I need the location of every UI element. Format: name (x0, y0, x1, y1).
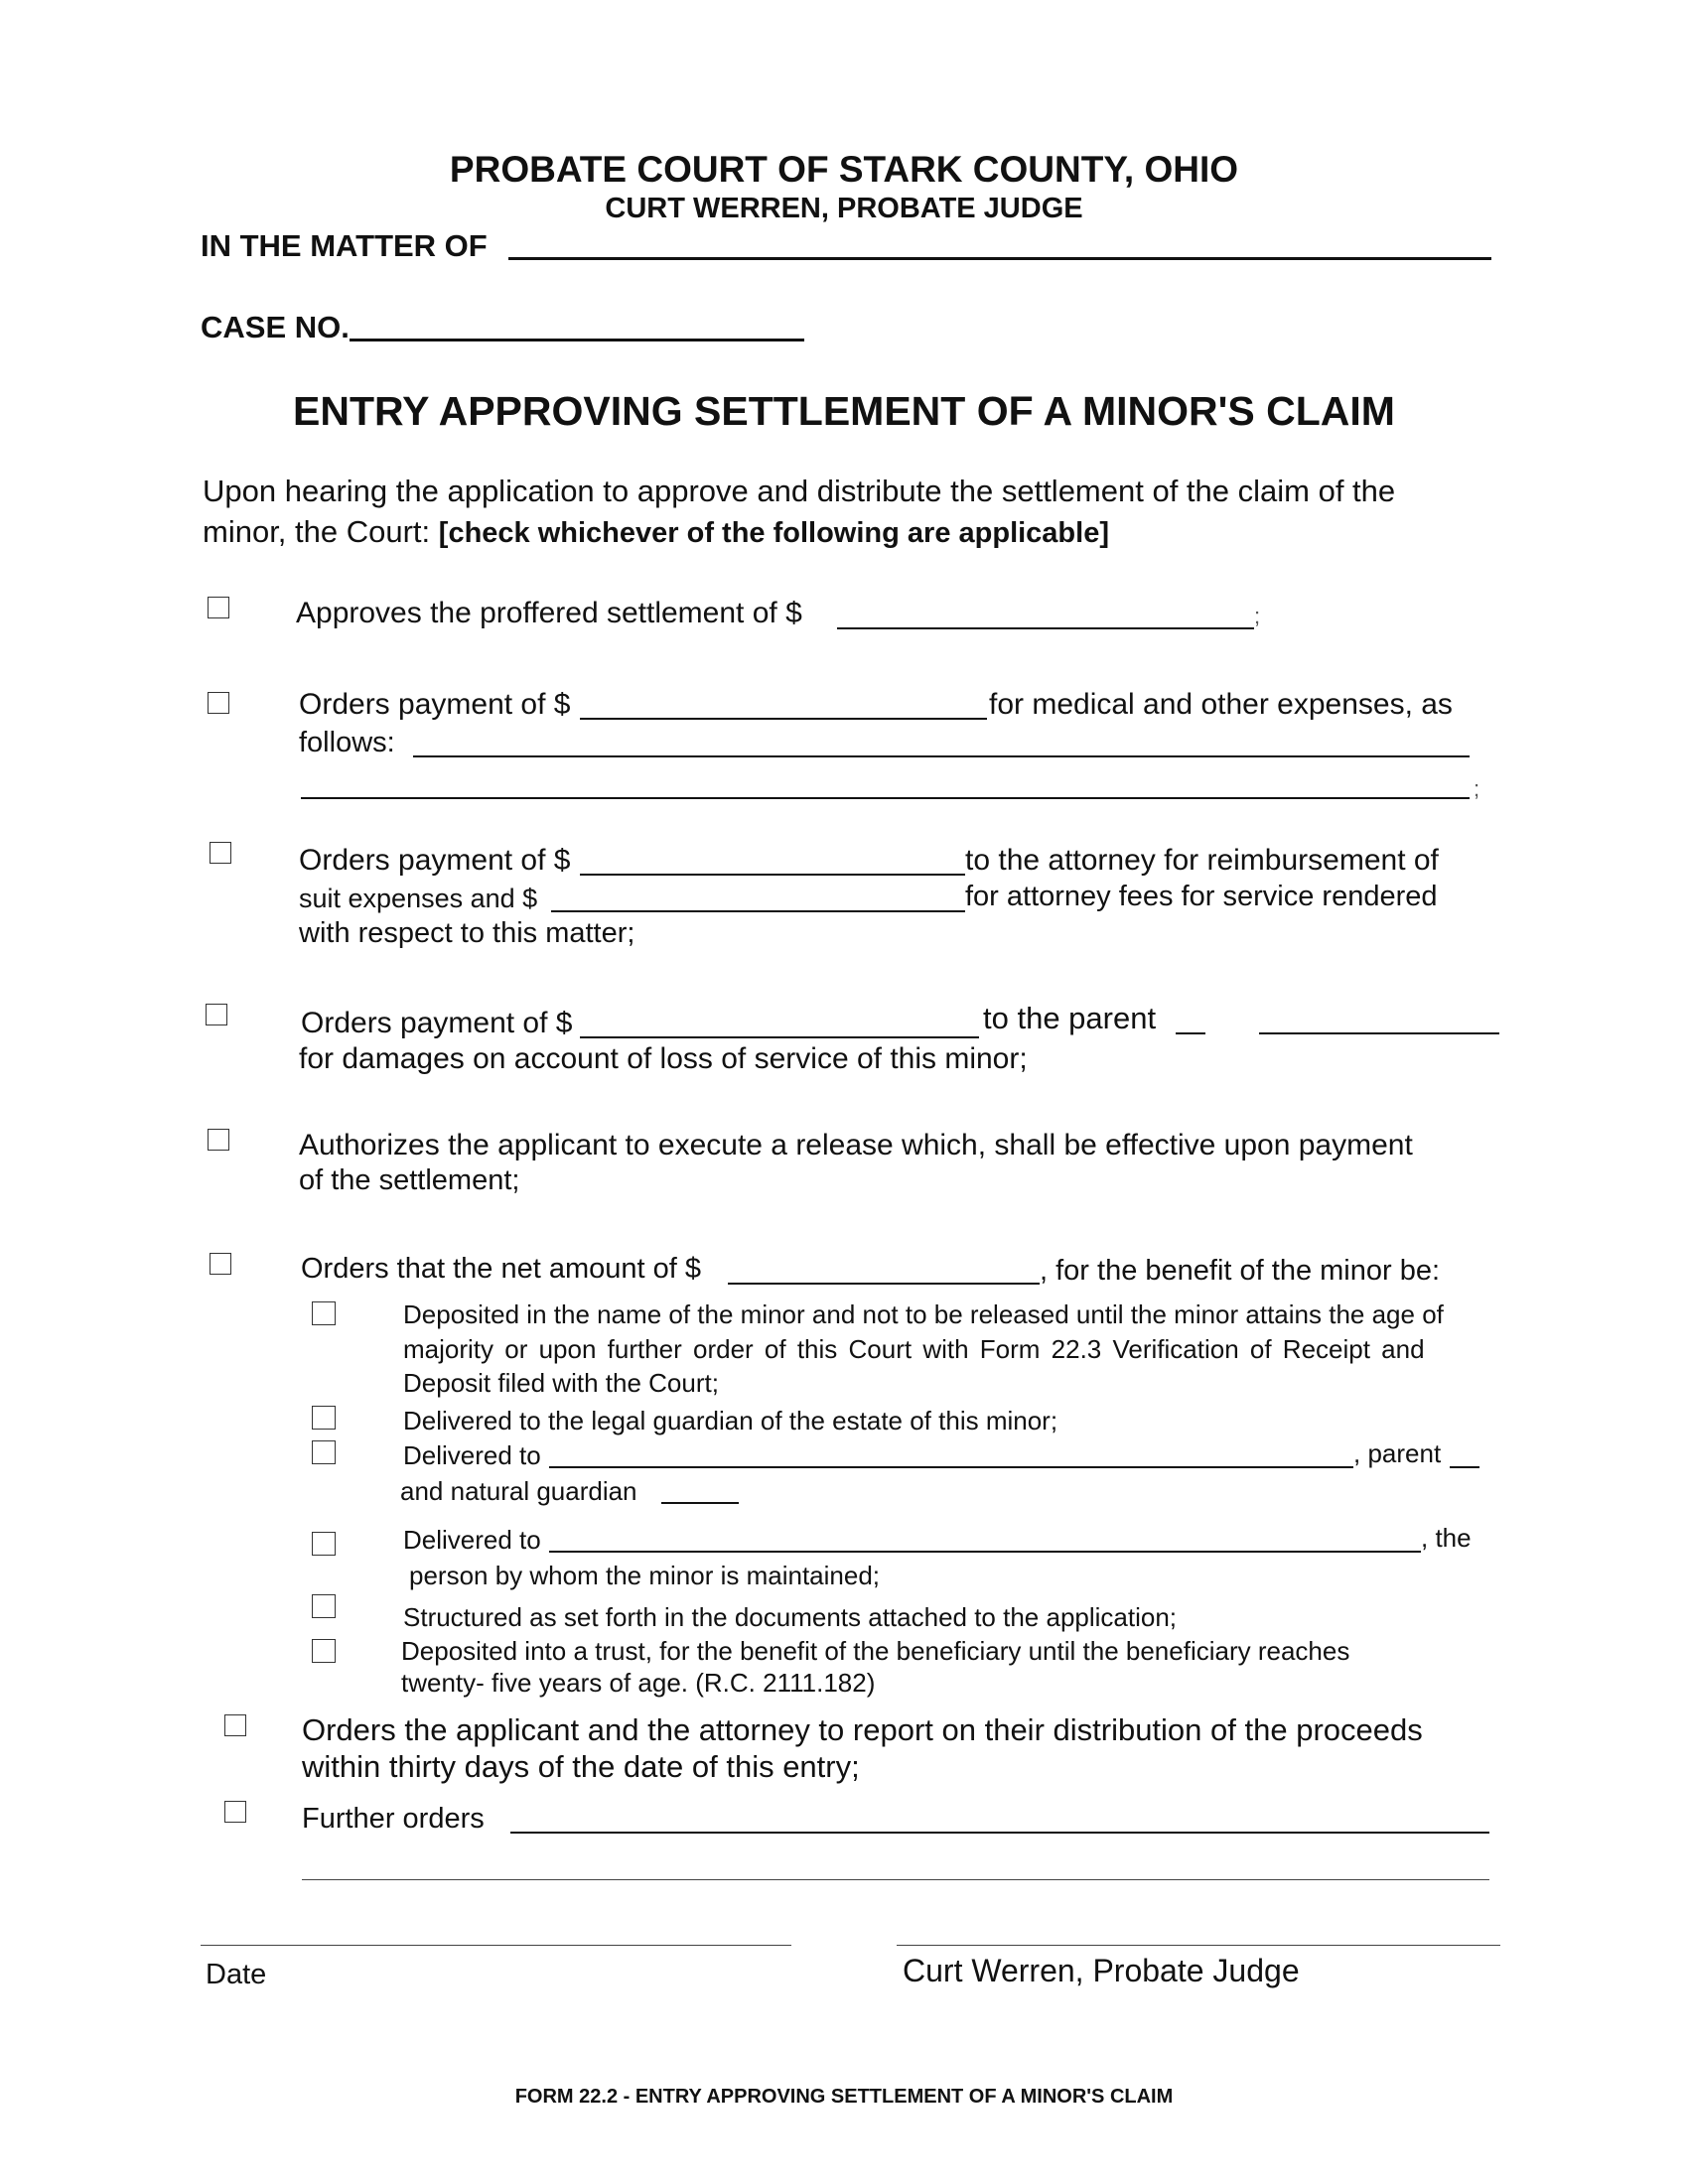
natural-guardian-field[interactable] (661, 1502, 739, 1504)
judge-signature-label: Curt Werren, Probate Judge (903, 1953, 1300, 1988)
delivered-person-prefix: Delivered to (403, 1525, 541, 1555)
guardian-checkbox[interactable] (312, 1406, 336, 1430)
delivered-person-checkbox[interactable] (312, 1532, 336, 1556)
delivered-parent-mark-field[interactable] (1450, 1466, 1479, 1468)
structured-checkbox[interactable] (312, 1594, 336, 1618)
net-amount-field[interactable] (728, 1283, 1040, 1285)
case-label: CASE NO. (201, 310, 350, 344)
deposited-line-2: majority or upon further order of this Court with Form 22.3 Verification of Receipt and (403, 1334, 1425, 1364)
document-title: ENTRY APPROVING SETTLEMENT OF A MINOR'S CLAIM (293, 388, 1395, 434)
parent-mark-field[interactable] (1176, 1032, 1205, 1034)
trust-checkbox[interactable] (312, 1639, 336, 1663)
net-amount-text: Orders that the net amount of $ (301, 1253, 702, 1285)
report-line-1: Orders the applicant and the attorney to report on their distribution of the proceeds (302, 1712, 1423, 1747)
attorney-fees-field[interactable] (551, 910, 965, 912)
medical-checkbox[interactable] (208, 692, 229, 714)
delivered-parent-line-2: and natural guardian (400, 1476, 637, 1506)
report-checkbox[interactable] (224, 1714, 246, 1736)
delivered-person-line-2: person by whom the minor is maintained; (409, 1561, 881, 1590)
intro-line-2 (203, 516, 1109, 548)
attorney-checkbox[interactable] (210, 842, 231, 864)
medical-follows-field-2[interactable] (301, 797, 1470, 799)
guardian-text: Delivered to the legal guardian of the estate of this minor; (403, 1406, 1058, 1435)
intro-prefix: minor, the Court: (203, 514, 439, 549)
delivered-parent-checkbox[interactable] (312, 1440, 336, 1464)
attorney-after: to the attorney for reimbursement of (965, 844, 1439, 877)
release-checkbox[interactable] (208, 1129, 229, 1151)
attorney-reimbursement-field[interactable] (580, 874, 965, 876)
delivered-person-name-field[interactable] (549, 1551, 1421, 1553)
deposited-line-1: Deposited in the name of the minor and not to be released until the minor attains the age of (403, 1299, 1444, 1329)
further-orders-field-1[interactable] (510, 1832, 1489, 1834)
delivered-parent-prefix: Delivered to (403, 1440, 541, 1470)
attorney-suit-expenses: suit expenses and $ (299, 884, 538, 913)
release-line-2: of the settlement; (299, 1164, 520, 1196)
further-orders-label: Further orders (302, 1803, 485, 1835)
medical-follows-field-1[interactable] (413, 755, 1470, 757)
parent-after: to the parent (983, 1001, 1157, 1035)
delivered-parent-name-field[interactable] (549, 1466, 1353, 1468)
structured-text: Structured as set forth in the documents attached to the application; (403, 1602, 1178, 1632)
parent-name-field[interactable] (1259, 1032, 1499, 1034)
attorney-text: Orders payment of $ (299, 844, 571, 877)
approves-checkbox[interactable] (208, 597, 229, 618)
date-line[interactable] (201, 1945, 791, 1946)
judge-signature-line[interactable] (897, 1945, 1500, 1946)
medical-after: for medical and other expenses, as (989, 688, 1453, 721)
release-line-1: Authorizes the applicant to execute a release which, shall be effective upon payment (299, 1129, 1413, 1161)
approves-amount-field[interactable] (837, 627, 1254, 629)
parent-checkbox[interactable] (206, 1004, 227, 1025)
approves-end: ; (1254, 604, 1261, 628)
medical-follows: follows: (299, 727, 395, 758)
further-orders-checkbox[interactable] (224, 1801, 246, 1823)
attorney-fees-after: for attorney fees for service rendered (965, 881, 1438, 912)
intro-instruction: [check whichever of the following are applicable] (438, 517, 1109, 549)
report-line-2: within thirty days of the date of this entry; (302, 1749, 860, 1784)
trust-line-2: twenty- five years of age. (R.C. 2111.182) (401, 1668, 876, 1698)
attorney-respect: with respect to this matter; (299, 917, 635, 949)
delivered-person-suffix: , the (1421, 1523, 1472, 1553)
deposited-line-3: Deposit filed with the Court; (403, 1368, 719, 1398)
court-name: PROBATE COURT OF STARK COUNTY, OHIO (449, 149, 1239, 190)
deposited-checkbox[interactable] (312, 1301, 336, 1325)
net-amount-checkbox[interactable] (210, 1253, 231, 1275)
medical-text: Orders payment of $ (299, 688, 571, 721)
parent-amount-field[interactable] (580, 1036, 979, 1038)
matter-field[interactable] (508, 257, 1491, 260)
medical-amount-field[interactable] (580, 718, 987, 720)
further-orders-field-2[interactable] (302, 1879, 1489, 1880)
intro-line-1: Upon hearing the application to approve and distribute the settlement of the claim of the (203, 474, 1396, 508)
form-footer: FORM 22.2 - ENTRY APPROVING SETTLEMENT OF A MINOR'S CLAIM (514, 2086, 1174, 2108)
medical-end: ; (1474, 776, 1480, 801)
judge-line: CURT WERREN, PROBATE JUDGE (605, 193, 1083, 224)
case-number-field[interactable] (350, 339, 804, 341)
matter-label: IN THE MATTER OF (201, 228, 488, 263)
approves-text: Approves the proffered settlement of $ (296, 597, 802, 629)
net-amount-after: , for the benefit of the minor be: (1040, 1255, 1441, 1287)
parent-damages: for damages on account of loss of service of this minor; (299, 1042, 1028, 1075)
parent-text: Orders payment of $ (301, 1007, 573, 1039)
delivered-parent-suffix: , parent (1353, 1438, 1442, 1468)
trust-line-1: Deposited into a trust, for the benefit of the beneficiary until the beneficiary reaches (401, 1636, 1350, 1666)
date-label: Date (206, 1959, 267, 1990)
